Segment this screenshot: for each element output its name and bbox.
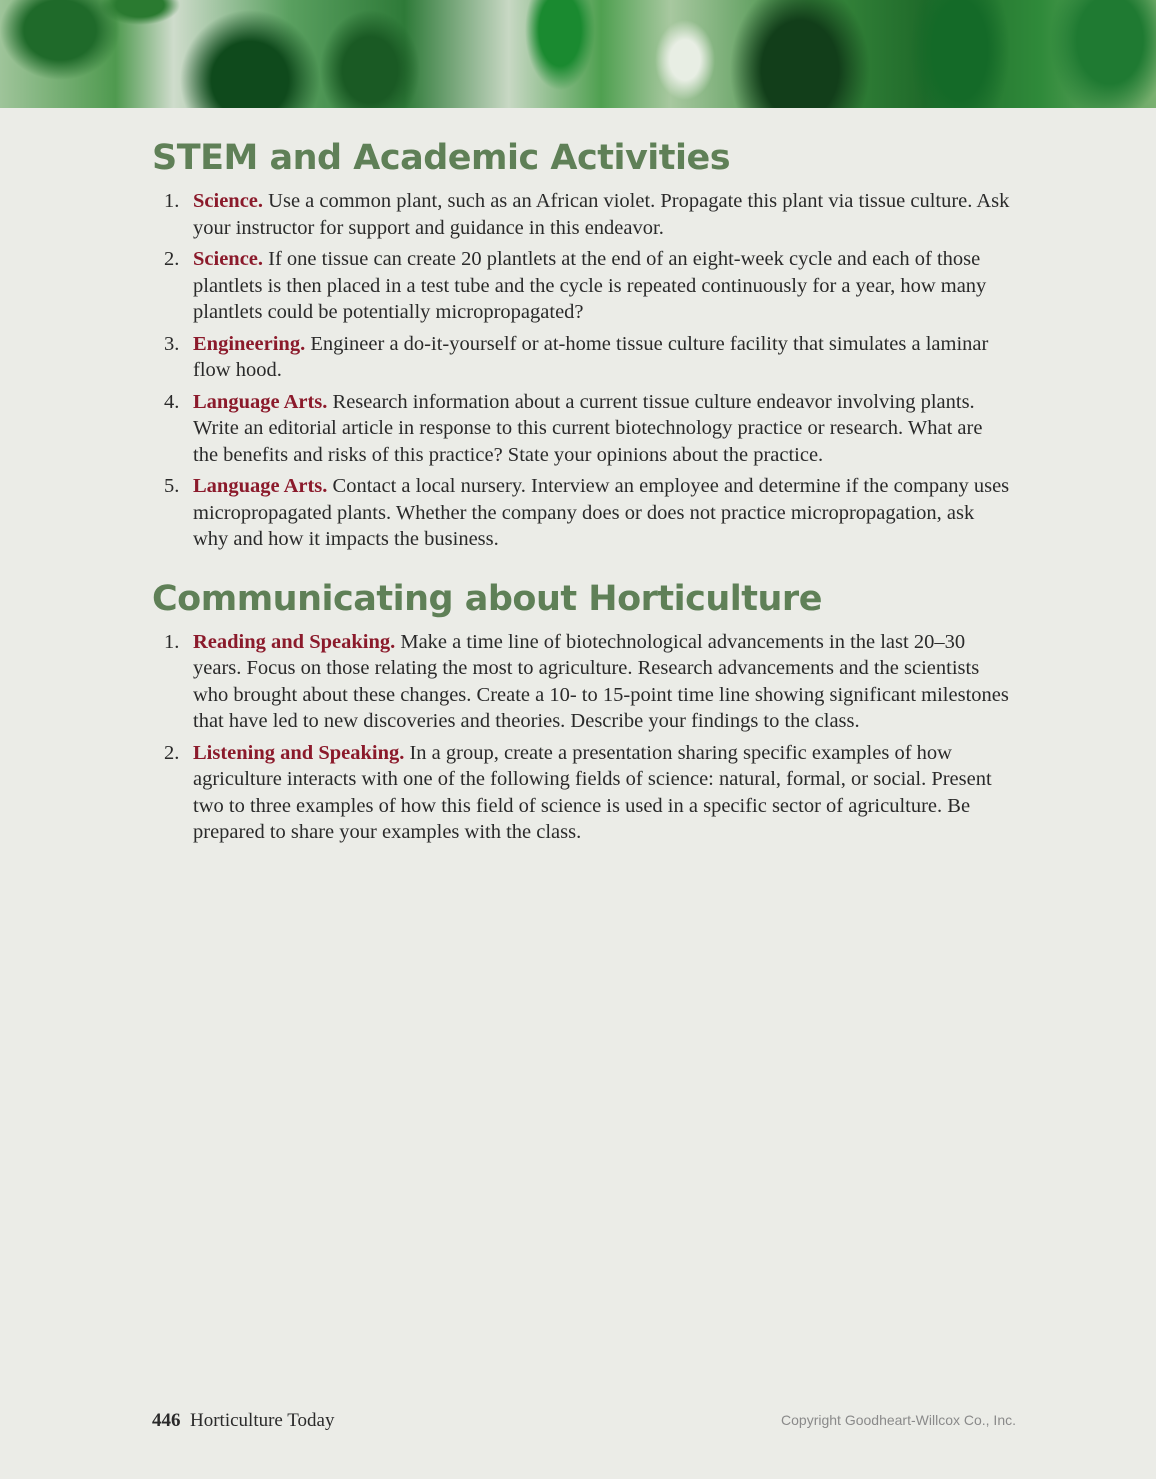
- item-label: Reading and Speaking.: [193, 630, 396, 653]
- list-item: 5. Language Arts. Contact a local nursery. Interview an employee and determine if the company uses micropropagated plants. Whether the company does or does not practice micropropagation, ask why and how it impacts the business.: [164, 475, 1010, 550]
- item-text: Make a time line of biotechnological advancements in the last 20–30 years. Focus on those relating the most to agriculture. Research advancements and the scientists who brought about these changes. Create a 10- to 15-point time line showing significant milestones that have led to new discoveries and theories. Describe your findings to the class.: [193, 630, 1009, 732]
- item-text: Contact a local nursery. Interview an employee and determine if the company uses micropropagated plants. Whether the company does or does not practice micropropagation, ask why and how it impacts the business.: [193, 475, 1010, 550]
- page-content: [152, 138, 1012, 851]
- item-label: Science.: [193, 190, 264, 212]
- item-label: Science.: [193, 248, 264, 270]
- item-label: Listening and Speaking.: [193, 741, 405, 764]
- section-heading-communicating: Communicating about Horticulture: [152, 578, 822, 619]
- copyright: Copyright Goodheart-Willcox Co., Inc.: [781, 1412, 1016, 1428]
- list-item: 4. Language Arts. Research information about a current tissue culture endeavor involving plants. Write an editorial article in response to this current biotechnology practice or research. What are the benefits and risks of this practice? State your opinions about the practice.: [164, 390, 983, 466]
- list-item: 1. Reading and Speaking. Make a time line of biotechnological advancements in the last 20–30 years. Focus on those relating the most to agriculture. Research advancements and the scientists who brought about these changes. Create a 10- to 15-point time line showing significant milestones that have led to new discoveries and theories. Describe your findings to the class.: [164, 630, 1009, 732]
- page-number: 446: [152, 1410, 181, 1431]
- stem-activities-list: [152, 188, 1012, 553]
- item-text: Use a common plant, such as an African violet. Propagate this plant via tissue culture. Ask your instructor for support and guidance in this endeavor.: [193, 190, 1010, 239]
- item-label: Language Arts.: [193, 390, 328, 413]
- list-item: 2. Science. If one tissue can create 20 plantlets at the end of an eight-week cycle and each of those plantlets is then placed in a test tube and the cycle is repeated continuously for a year, how many plantlets could be potentially micropropagated?: [164, 248, 987, 323]
- section-heading-stem: STEM and Academic Activities: [152, 138, 731, 178]
- item-text: Engineer a do-it-yourself or at-home tissue culture facility that simulates a laminar flow hood.: [193, 332, 989, 381]
- list-item: 1. Science. Use a common plant, such as an African violet. Propagate this plant via tissue culture. Ask your instructor for support and guidance in this endeavor.: [164, 190, 1010, 239]
- list-item: 3. Engineering. Engineer a do-it-yourself or at-home tissue culture facility that simulates a laminar flow hood.: [164, 332, 989, 381]
- item-label: Engineering.: [193, 332, 306, 355]
- list-item: 2. Listening and Speaking. In a group, create a presentation sharing specific examples of how agriculture interacts with one of the following fields of science: natural, formal, or social. Present two to three examples of how this field of science is used in a specific sector of agriculture. Be prepared to share your examples with the class.: [164, 741, 992, 843]
- communicating-list: [152, 629, 1012, 846]
- item-text: Research information about a current tissue culture endeavor involving plants. Write an editorial article in response to this current biotechnology practice or research. What are the benefits and risks of this practice? State your opinions about the practice.: [193, 390, 983, 466]
- item-text: In a group, create a presentation sharing specific examples of how agriculture interacts with one of the following fields of science: natural, formal, or social. Present two to three examples of how this field of science is used in a specific sector of agriculture. Be prepared to share your examples with the class.: [193, 741, 992, 843]
- header-plant-photo: [0, 0, 1156, 108]
- book-title: Horticulture Today: [190, 1410, 335, 1431]
- page-footer: [152, 1410, 1016, 1432]
- item-text: If one tissue can create 20 plantlets at the end of an eight-week cycle and each of those plantlets is then placed in a test tube and the cycle is repeated continuously for a year, how many plantlets could be potentially micropropagated?: [193, 248, 987, 323]
- item-label: Language Arts.: [193, 475, 328, 497]
